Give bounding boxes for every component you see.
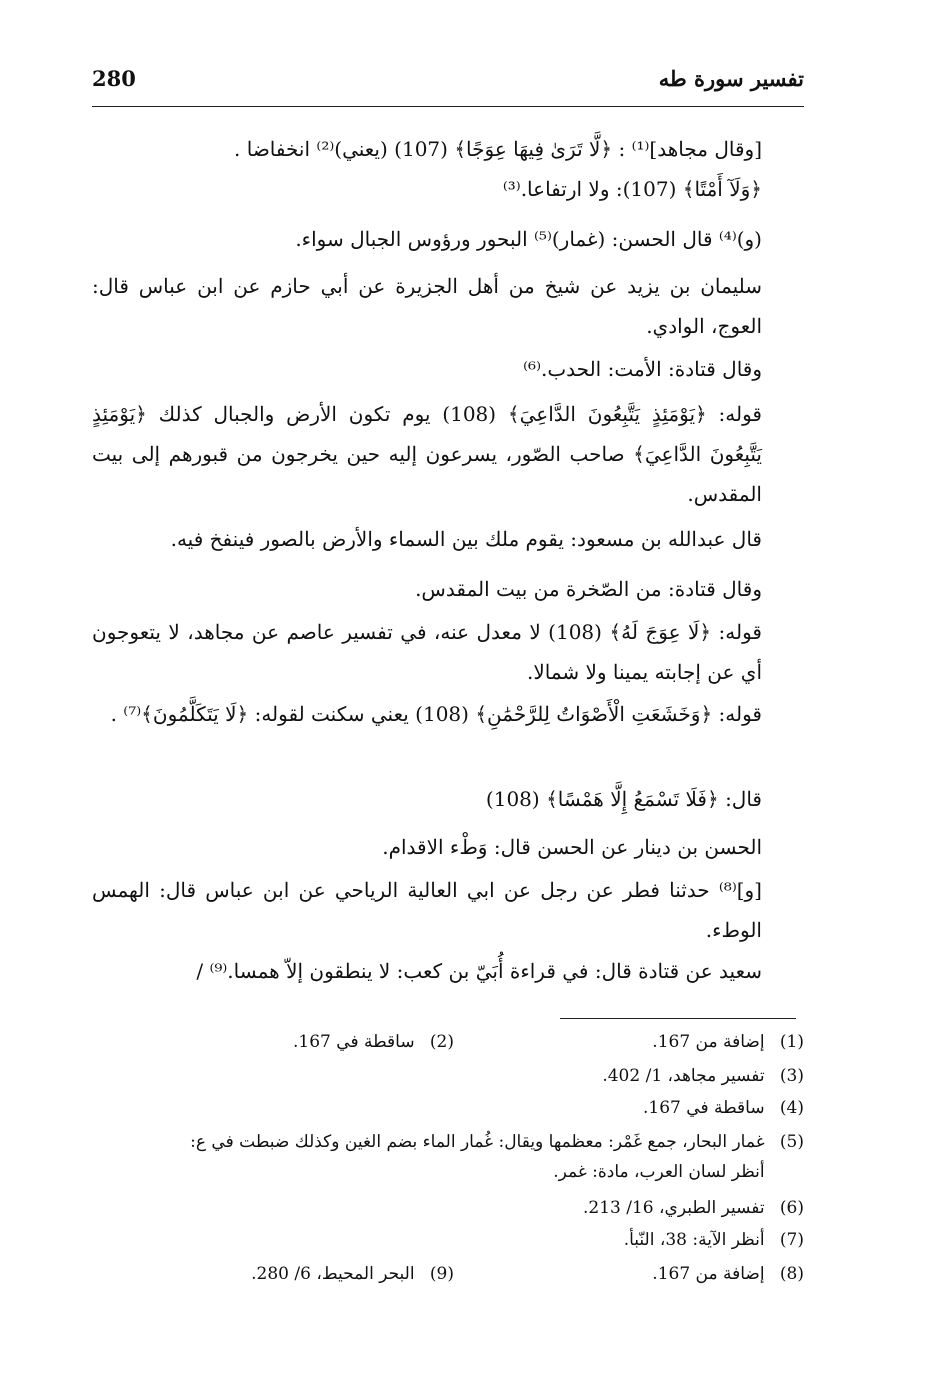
footnote-row: [92, 1196, 804, 1220]
footnote-number: (7): [779, 1230, 804, 1250]
footnote-text: إضافة من 167.: [652, 1032, 765, 1052]
footnote-number: (4): [779, 1098, 804, 1118]
footnote-number: (8): [779, 1264, 804, 1284]
footnote-text: إضافة من 167.: [652, 1264, 765, 1284]
footnote-row: [92, 1030, 804, 1054]
footnote-number: (3): [779, 1066, 804, 1086]
paragraph-13: [و]⁽⁸⁾ حدثنا فطر عن رجل عن ابي العالية الرياحي عن ابن عباس قال: الهمس الوطء.: [92, 878, 762, 942]
footnote-text: ساقطة في 167.: [643, 1098, 765, 1118]
footnote-row: [92, 1130, 804, 1154]
footnote-text: غمار البحار، جمع غَمْر: معظمها ويقال: غُمار الماء بضم الغين وكذلك ضبطت في ع:: [190, 1132, 765, 1152]
page-header: [92, 66, 804, 106]
footnote-number: (9): [429, 1264, 454, 1284]
footnote-row: [92, 1228, 804, 1252]
footnote-row: [92, 1160, 804, 1184]
footnote-text: البحر المحيط، 6/ 280.: [251, 1264, 415, 1284]
paragraph-9: قوله: ﴿لَا عِوَجَ لَهُ﴾ (108) لا معدل عنه، في تفسير عاصم عن مجاهد، لا يتعوجون أي عن إجابته يمينا ولا شمالا.: [92, 620, 762, 684]
header-divider: [92, 106, 804, 107]
paragraph-4: سليمان بن يزيد عن شيخ من أهل الجزيرة عن أبي حازم عن ابن عباس قال: العوج، الوادي.: [92, 274, 762, 338]
paragraph-1: [وقال مجاهد]⁽¹⁾ : ﴿لَّا تَرَىٰ فِيهَا عِوَجًا﴾ (107) (يعني)⁽²⁾ انخفاضا .: [234, 137, 762, 161]
paragraph-7: قال عبدالله بن مسعود: يقوم ملك بين السماء والأرض بالصور فينفخ فيه.: [170, 527, 762, 551]
footnote-text: ساقطة في 167.: [293, 1032, 415, 1052]
footnote-row: [92, 1096, 804, 1120]
footnote-text: تفسير مجاهد، 1/ 402.: [602, 1066, 765, 1086]
page-number: 280: [92, 66, 136, 91]
footnote-number: (6): [779, 1198, 804, 1218]
paragraph-8: وقال قتادة: من الصّخرة من بيت المقدس.: [415, 577, 762, 601]
footnote-divider: [560, 1018, 796, 1019]
paragraph-14: سعيد عن قتادة قال: في قراءة أُبَيّ بن كعب: لا ينطقون إلاّ همسا.⁽⁹⁾ /: [196, 959, 762, 983]
paragraph-11: قال: ﴿فَلَا تَسْمَعُ إِلَّا هَمْسًا﴾ (108): [485, 787, 762, 811]
footnote-number: (5): [779, 1132, 804, 1152]
paragraph-10: قوله: ﴿وَخَشَعَتِ الْأَصْوَاتُ لِلرَّحْمَٰنِ﴾ (108) يعني سكنت لقوله: ﴿لَا يَتَكَلَّمُونَ﴾⁽⁷⁾ .: [110, 702, 762, 726]
footnote-text: أنظر الآية: 38، النّبأ.: [623, 1230, 765, 1250]
footnote-row: [92, 1064, 804, 1088]
footnote-text: تفسير الطبري، 16/ 213.: [582, 1198, 765, 1218]
footnote-row: [92, 1262, 804, 1286]
paragraph-3: (و)⁽⁴⁾ قال الحسن: (غمار)⁽⁵⁾ البحور ورؤوس الجبال سواء.: [295, 227, 762, 251]
footnote-number: (1): [779, 1032, 804, 1052]
paragraph-12: الحسن بن دينار عن الحسن قال: وَطْء الاقدام.: [382, 835, 762, 859]
paragraph-5: وقال قتادة: الأمت: الحدب.⁽⁶⁾: [523, 357, 762, 381]
paragraph-6: قوله: ﴿يَوْمَئِذٍ يَتَّبِعُونَ الدَّاعِيَ﴾ (108) يوم تكون الأرض والجبال كذلك ﴿يَوْمَئِذٍ يَتَّبِعُونَ الدَّاعِيَ﴾ صاحب الصّور، يسرعون إليه حين يخرجون من قبورهم إلى بيت المقدس.: [92, 402, 762, 506]
footnote-number: (2): [429, 1032, 454, 1052]
footnote-text: أنظر لسان العرب، مادة: غمر.: [553, 1162, 765, 1182]
paragraph-2: ﴿وَلَآ أَمْتًا﴾ (107): ولا ارتفاعا.⁽³⁾: [502, 177, 762, 201]
running-title: تفسير سورة طه: [658, 66, 804, 91]
